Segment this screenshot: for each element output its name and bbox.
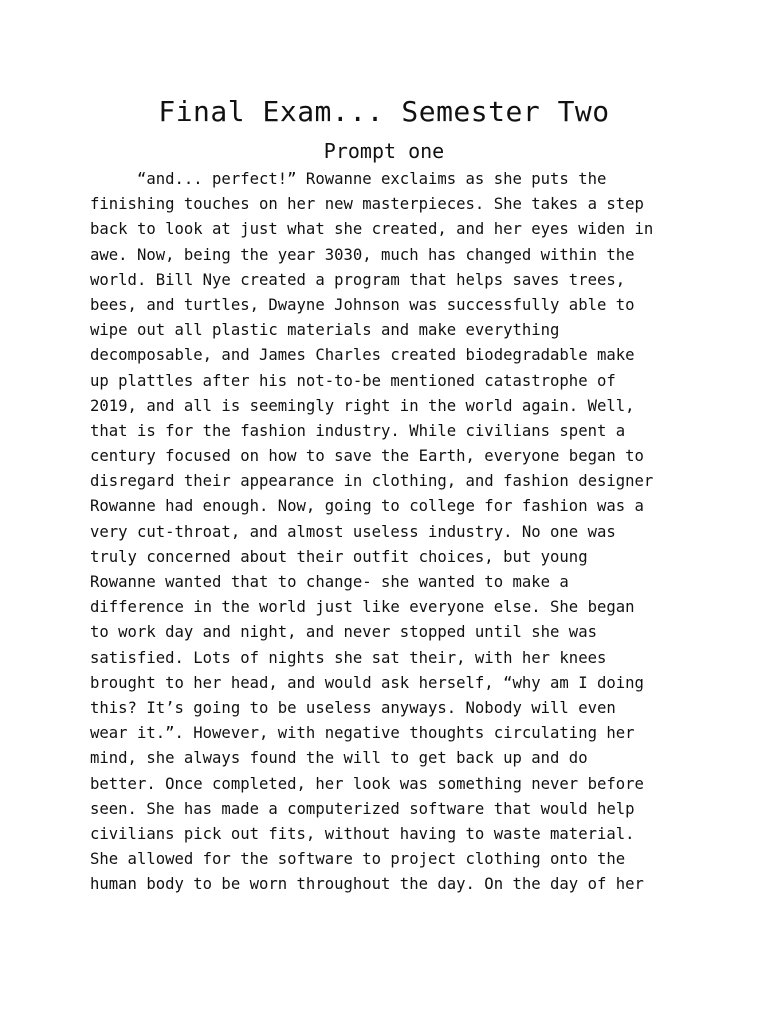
text-line: to work day and night, and never stopped until she was (90, 623, 597, 642)
text-line: century focused on how to save the Earth, everyone began to (90, 447, 644, 466)
text-line: wipe out all plastic materials and make everything (90, 321, 560, 340)
text-line: wear it.”. However, with negative thoughts circulating her (90, 724, 635, 743)
text-line: back to look at just what she created, and her eyes widen in (90, 220, 654, 239)
text-line: mind, she always found the will to get back up and do (90, 749, 588, 768)
text-line: 2019, and all is seemingly right in the world again. Well, (90, 396, 635, 415)
text-line: very cut-throat, and almost useless industry. No one was (90, 522, 616, 541)
text-line: satisfied. Lots of nights she sat their, with her knees (90, 648, 607, 667)
text-line: “and... perfect!” Rowanne exclaims as she puts the (90, 170, 607, 188)
document-title: Final Exam... Semester Two (158, 95, 610, 128)
text-line: disregard their appearance in clothing, and fashion designer (90, 472, 654, 491)
text-line: finishing touches on her new masterpieces. She takes a step (90, 195, 644, 214)
text-line: this? It’s going to be useless anyways. Nobody will even (90, 698, 616, 717)
text-line: that is for the fashion industry. While civilians spent a (90, 421, 626, 440)
text-line: up plattles after his not-to-be mentioned catastrophe of (90, 371, 616, 390)
text-line: civilians pick out fits, without having to waste material. (90, 824, 635, 843)
text-line: brought to her head, and would ask herself, “why am I doing (90, 673, 644, 692)
text-line: She allowed for the software to project clothing onto the (90, 850, 626, 869)
text-line: bees, and turtles, Dwayne Johnson was successfully able to (90, 295, 635, 314)
text-line: awe. Now, being the year 3030, much has changed within the (90, 245, 635, 264)
text-line: seen. She has made a computerized software that would help (90, 799, 635, 818)
body-paragraph (90, 167, 690, 897)
text-line: Rowanne had enough. Now, going to college for fashion was a (90, 497, 644, 516)
text-line: better. Once completed, her look was something never before (90, 774, 644, 793)
text-line: Rowanne wanted that to change- she wanted to make a (90, 573, 569, 591)
text-line: difference in the world just like everyone else. She began (90, 598, 635, 617)
document-subtitle: Prompt one (323, 139, 445, 163)
text-line: decomposable, and James Charles created biodegradable make (90, 346, 635, 365)
text-line: world. Bill Nye created a program that helps saves trees, (90, 270, 626, 289)
text-line: truly concerned about their outfit choices, but young (90, 547, 588, 566)
text-line: human body to be worn throughout the day. On the day of her (90, 875, 644, 894)
